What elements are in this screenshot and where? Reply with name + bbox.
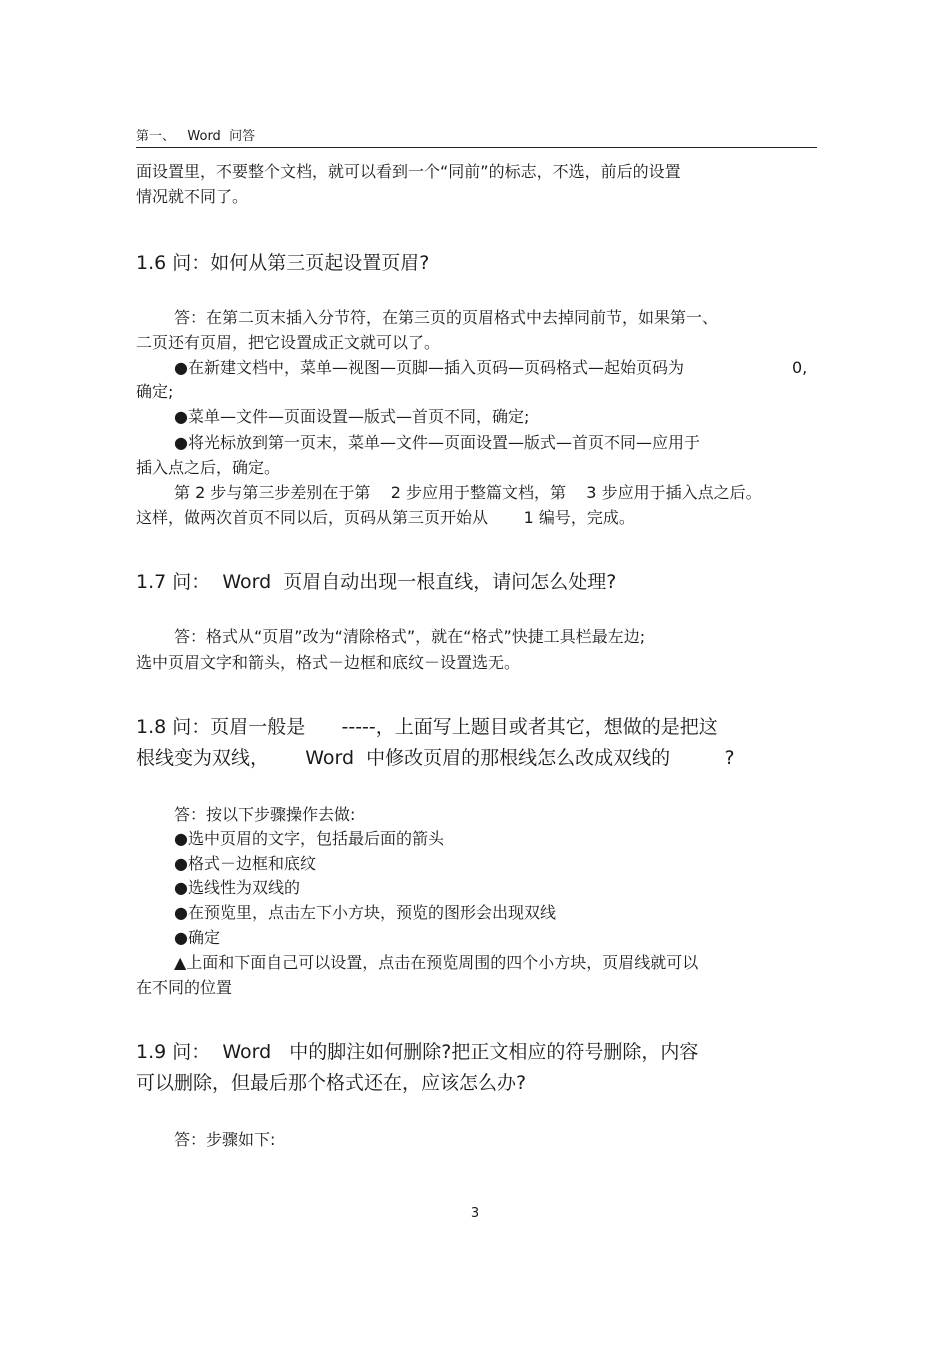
paragraph-line: 这样，做两次首页不同以后，页码从第三页开始从 1 编号，完成。	[136, 508, 635, 527]
section-heading-1-8: 1.8 问：页眉一般是 -----，上面写上题目或者其它，想做的是把这	[136, 716, 718, 738]
page-header: 第一、 Word 问答	[136, 129, 256, 144]
paragraph-line: 第 2 步与第三步差别在于第 2 步应用于整篇文档，第 3 步应用于插入点之后。	[174, 483, 762, 502]
paragraph-line: 答：格式从“页眉”改为“清除格式”，就在“格式”快捷工具栏最左边;	[174, 627, 646, 646]
section-heading-1-9-cont: 可以删除，但最后那个格式还在，应该怎么办?	[136, 1072, 527, 1094]
section-heading-1-7: 1.7 问： Word 页眉自动出现一根直线，请问怎么处理?	[136, 571, 617, 593]
header-rule	[136, 147, 817, 148]
paragraph-line: 答：步骤如下:	[174, 1130, 276, 1149]
paragraph-line: 情况就不同了。	[136, 187, 249, 206]
list-item: ●格式－边框和底纹	[174, 854, 316, 873]
list-item: ●在预览里，点击左下小方块，预览的图形会出现双线	[174, 903, 556, 922]
list-item: ●选线性为双线的	[174, 878, 300, 897]
paragraph-line: 确定;	[136, 382, 174, 401]
paragraph-line: 在不同的位置	[136, 978, 233, 997]
section-heading-1-9: 1.9 问： Word 中的脚注如何删除?把正文相应的符号删除，内容	[136, 1041, 699, 1063]
paragraph-line: 选中页眉文字和箭头，格式－边框和底纹－设置选无。	[136, 653, 521, 672]
list-item: ●菜单—文件—页面设置—版式—首页不同，确定;	[174, 407, 530, 426]
list-item: ▲上面和下面自己可以设置，点击在预览周围的四个小方块，页眉线就可以	[174, 953, 699, 972]
list-item: ●确定	[174, 928, 220, 947]
paragraph-line: 答：按以下步骤操作去做:	[174, 805, 356, 824]
paragraph-line: 面设置里，不要整个文档，就可以看到一个“同前”的标志，不选，前后的设置	[136, 162, 681, 181]
paragraph-line: 答：在第二页末插入分节符，在第三页的页眉格式中去掉同前节，如果第一、	[174, 308, 719, 327]
paragraph-line: 0,	[792, 358, 808, 377]
list-item: ●将光标放到第一页末，菜单—文件—页面设置—版式—首页不同—应用于	[174, 433, 700, 452]
list-item: ●在新建文档中，菜单—视图—页脚—插入页码—页码格式—起始页码为	[174, 358, 684, 377]
section-heading-1-6: 1.6 问：如何从第三页起设置页眉?	[136, 252, 430, 274]
section-heading-1-8-cont: 根线变为双线， Word 中修改页眉的那根线怎么改成双线的 ?	[136, 747, 735, 769]
list-item: ●选中页眉的文字，包括最后面的箭头	[174, 829, 444, 848]
paragraph-line: 插入点之后，确定。	[136, 458, 281, 477]
page-number: 3	[470, 1206, 480, 1221]
paragraph-line: 二页还有页眉，把它设置成正文就可以了。	[136, 333, 441, 352]
